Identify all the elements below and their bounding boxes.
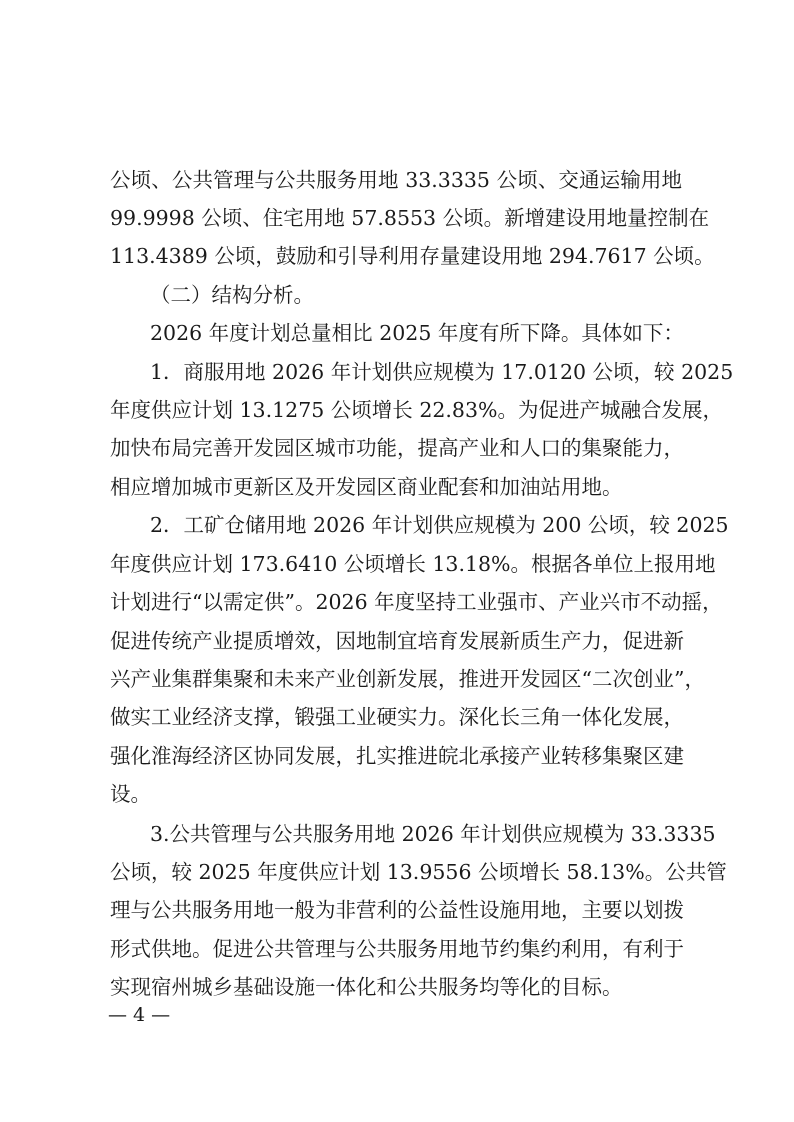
- body-text-line: 2．工矿仓储用地 2026 年计划供应规模为 200 公顷，较 2025: [150, 513, 729, 537]
- body-text-line: 形式供地。促进公共管理与公共服务用地节约集约利用，有利于: [110, 937, 684, 961]
- body-text-line: 设。: [110, 782, 151, 806]
- body-text-line: 年度供应计划 173.6410 公顷增长 13.18%。根据各单位上报用地: [110, 552, 716, 576]
- body-text-line: 113.4389 公顷，鼓励和引导利用存量建设用地 294.7617 公顷。: [110, 244, 715, 268]
- body-text-line: 3.公共管理与公共服务用地 2026 年计划供应规模为 33.3335: [150, 822, 716, 846]
- body-text-line: 99.9998 公顷、住宅用地 57.8553 公顷。新增建设用地量控制在: [110, 206, 710, 230]
- body-text-line: 做实工业经济支撑，锻强工业硬实力。深化长三角一体化发展，: [110, 705, 684, 729]
- body-text-line: 计划进行“以需定供”。2026 年度坚持工业强市、产业兴市不动摇，: [110, 590, 723, 614]
- body-text-line: 公顷，较 2025 年度供应计划 13.9556 公顷增长 58.13%。公共管: [110, 860, 727, 884]
- body-text-line: 2026 年度计划总量相比 2025 年度有所下降。具体如下：: [150, 321, 684, 345]
- body-text-line: 公顷、公共管理与公共服务用地 33.3335 公顷、交通运输用地: [110, 168, 682, 192]
- page-number: — 4 —: [108, 1004, 171, 1026]
- body-text-line: 理与公共服务用地一般为非营利的公益性设施用地，主要以划拨: [110, 898, 684, 922]
- body-text-line: 强化淮海经济区协同发展，扎实推进皖北承接产业转移集聚区建: [110, 744, 684, 768]
- body-text-line: 年度供应计划 13.1275 公顷增长 22.83%。为促进产城融合发展，: [110, 398, 723, 422]
- section-heading: （二）结构分析。: [150, 283, 314, 307]
- body-text-line: 加快布局完善开发园区城市功能，提高产业和人口的集聚能力，: [110, 436, 684, 460]
- body-text-line: 1．商服用地 2026 年计划供应规模为 17.0120 公顷，较 2025: [150, 360, 734, 384]
- body-text-line: 实现宿州城乡基础设施一体化和公共服务均等化的目标。: [110, 975, 623, 999]
- body-text-line: 相应增加城市更新区及开发园区商业配套和加油站用地。: [110, 475, 623, 499]
- body-text-line: 促进传统产业提质增效，因地制宜培育发展新质生产力，促进新: [110, 629, 684, 653]
- body-text-line: 兴产业集群集聚和未来产业创新发展，推进开发园区“二次创业”，: [110, 667, 705, 691]
